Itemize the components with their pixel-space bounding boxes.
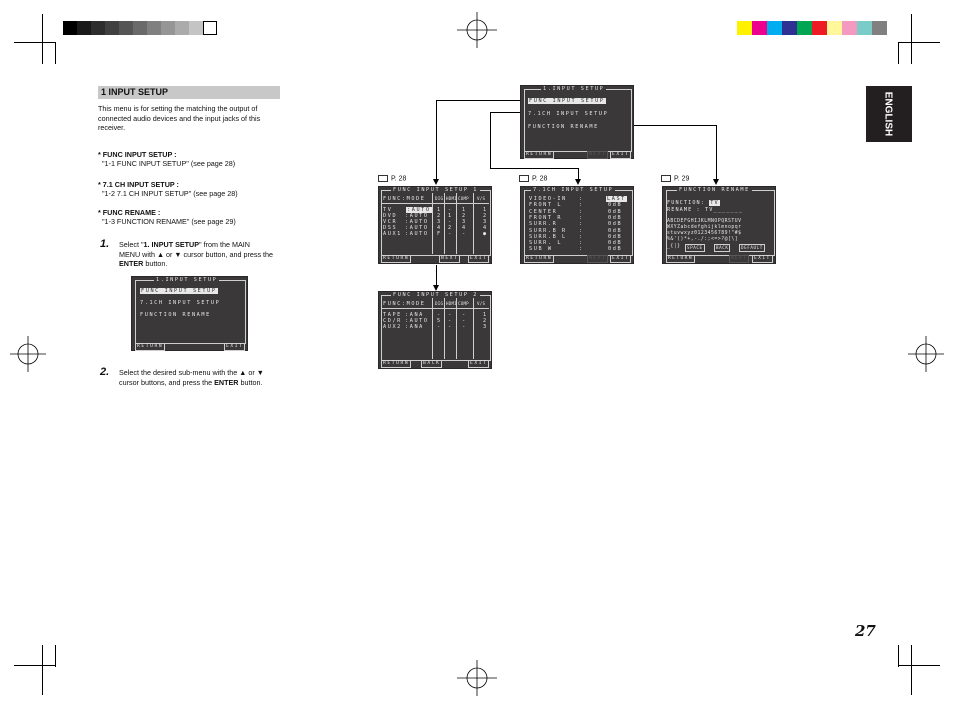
row-value[interactable]: 2 (437, 213, 442, 219)
row-value[interactable]: 3 (483, 324, 488, 330)
item-func-input-ref: "1-1 FUNC INPUT SETUP" (see page 28) (102, 159, 236, 168)
char-row-3[interactable]: stuvwxyz0123456789!"#$ (667, 231, 742, 236)
channel-value[interactable]: 0dB (608, 240, 623, 247)
item-rename-ref: "1-3 FUNCTION RENAME" (see page 29) (102, 217, 236, 226)
row-value[interactable]: 4 (437, 225, 442, 231)
channel-colon: : (579, 246, 584, 253)
row-function[interactable]: DSS (383, 225, 398, 231)
channel-label: VIDEO-IN (529, 196, 567, 202)
table-header-cell: FUNC:MODE (383, 301, 426, 307)
channel-value[interactable]: 0dB (608, 208, 623, 215)
return-button[interactable]: RETURN (526, 256, 553, 261)
exit-button[interactable]: EXIT (470, 361, 488, 366)
item-71ch-label: * 7.1 CH INPUT SETUP : (98, 180, 179, 189)
char-row-1[interactable]: ABCDEFGHIJKLMNOPQRSTUV (667, 219, 742, 224)
row-mode[interactable]: :AUTO (405, 219, 429, 225)
table-header-cell: FUNC:MODE (383, 196, 426, 202)
rename-value-field[interactable]: TV_______ (705, 207, 744, 213)
row-value[interactable]: 1 (483, 207, 488, 213)
row-value[interactable]: - (448, 312, 453, 318)
return-button[interactable]: RETURN (383, 361, 410, 366)
step-2-number: 2. (100, 366, 110, 378)
row-value[interactable]: ● (483, 231, 488, 237)
screen-title: 1.INPUT SETUP (156, 277, 218, 283)
next-button-disabled: NEXT (589, 152, 607, 157)
language-side-tab: ENGLISH (866, 86, 912, 142)
row-value[interactable]: 2 (462, 213, 467, 219)
row-value[interactable]: - (462, 231, 467, 237)
char-row-5[interactable]: _{|} (667, 244, 681, 249)
row-value[interactable]: - (462, 318, 467, 324)
table-header-cell: V/S (477, 196, 486, 201)
channel-label: SURR.R (529, 221, 558, 228)
exit-button[interactable]: EXIT (612, 256, 630, 261)
channel-label: SURR.B R (529, 227, 567, 234)
channel-colon: : (579, 196, 584, 202)
row-value[interactable]: 3 (437, 219, 442, 225)
channel-label: SUB W (529, 246, 553, 253)
channel-value[interactable]: LAST (607, 196, 626, 202)
column-divider (444, 298, 445, 359)
channel-value[interactable]: 0dB (608, 214, 623, 221)
row-value[interactable]: - (448, 318, 453, 324)
row-value[interactable]: - (448, 219, 453, 225)
row-mode[interactable]: :AUTO (405, 225, 429, 231)
row-value[interactable]: - (448, 231, 453, 237)
row-mode[interactable]: :ANA (405, 312, 424, 318)
char-row-4[interactable]: %&'()*+,-./:;<=>?@[\] (667, 237, 739, 242)
table-header-cell: V/S (477, 301, 486, 306)
row-function[interactable]: TAPE (383, 312, 402, 318)
return-button[interactable]: RETURN (668, 256, 693, 261)
func-input-table (379, 292, 493, 362)
item-func-input-label: * FUNC INPUT SETUP : (98, 150, 177, 159)
row-value[interactable]: 2 (483, 318, 488, 324)
step-1-number: 1. (100, 238, 110, 250)
channel-colon: : (579, 227, 584, 234)
row-function[interactable]: DVD (383, 213, 398, 219)
channel-colon: : (579, 233, 584, 240)
screen-title: FUNCTION RENAME (679, 187, 750, 193)
71ch-input-setup-screen (520, 186, 634, 264)
input-setup-menu-screen-small (131, 276, 248, 351)
function-rename-screen (662, 186, 776, 264)
screen-title: 1.INPUT SETUP (543, 86, 605, 92)
row-mode[interactable]: :AUTO (405, 231, 429, 237)
next-button[interactable]: NEXT (441, 256, 459, 261)
channel-label: SURR.B L (529, 233, 567, 240)
table-header-cell: COMP (458, 196, 469, 201)
row-value[interactable]: - (437, 324, 442, 330)
book-icon (378, 175, 388, 182)
row-value[interactable]: 1 (448, 213, 453, 219)
column-divider (456, 193, 457, 254)
row-value[interactable]: 2 (448, 225, 453, 231)
row-value[interactable]: - (448, 207, 453, 213)
func-input-table (379, 187, 493, 257)
row-function[interactable]: VCR (383, 219, 398, 225)
row-function[interactable]: AUX2 (383, 324, 402, 330)
row-mode[interactable]: :AUTO (405, 318, 429, 324)
column-divider (432, 298, 433, 359)
menu-item-71ch-input-setup[interactable]: 7.1CH INPUT SETUP (140, 300, 221, 306)
intro-text: This menu is for setting the matching the output of connected audio devices and the input jacks of this receiver. (98, 104, 261, 132)
row-value[interactable]: - (448, 324, 453, 330)
row-mode[interactable]: :AUTO (407, 207, 431, 213)
row-value[interactable]: F (437, 231, 442, 237)
row-value[interactable]: 1 (483, 312, 488, 318)
table-header-cell: HDMI (446, 196, 457, 201)
channel-colon: : (579, 208, 584, 215)
menu-item-func-input-setup[interactable]: FUNC INPUT SETUP (529, 98, 605, 104)
exit-button[interactable]: EXIT (612, 152, 630, 157)
column-divider (473, 193, 474, 254)
default-button[interactable]: DEFAULT (741, 245, 763, 250)
input-setup-menu-screen (520, 85, 634, 159)
screen-title: FUNC INPUT SETUP 1 (393, 187, 479, 193)
menu-item-71ch-input-setup[interactable]: 7.1CH INPUT SETUP (528, 111, 609, 117)
function-value[interactable]: TV (710, 200, 719, 206)
page-number: 27 (855, 622, 876, 640)
step-1-text: Select "1. INPUT SETUP" from the MAIN MENU with ▲ or ▼ cursor button, and press the ENTER button. (119, 240, 274, 268)
column-divider (432, 193, 433, 254)
item-71ch-ref: "1-2 7.1 CH INPUT SETUP" (see page 28) (102, 189, 238, 198)
channel-colon: : (579, 202, 584, 209)
next-button-disabled: NEXT (731, 256, 747, 261)
row-value[interactable]: - (462, 312, 467, 318)
channel-label: CENTER (529, 208, 558, 215)
book-icon (661, 175, 671, 182)
channel-value[interactable]: 0dB (608, 202, 623, 209)
back-button[interactable]: BACK (423, 361, 441, 366)
row-function[interactable]: AUX1 (383, 231, 402, 237)
row-value[interactable]: 1 (462, 207, 467, 213)
channel-value[interactable]: 0dB (608, 221, 623, 228)
item-rename-label: * FUNC RENAME : (98, 208, 161, 217)
func-input-setup-1-screen (378, 186, 492, 264)
back-button[interactable]: BACK (716, 245, 729, 250)
rename-label: RENAME : (667, 207, 701, 213)
char-row-2[interactable]: WXYZabcdefghijklmnopqr (667, 225, 742, 230)
exit-button[interactable]: EXIT (226, 344, 244, 349)
table-header-cell: DIG (435, 196, 444, 201)
channel-label: FRONT R (529, 214, 563, 221)
step-2-text: Select the desired sub-menu with the ▲ or ▼ cursor buttons, and press the ENTER button. (119, 368, 264, 387)
row-value[interactable]: 3 (462, 219, 467, 225)
return-button[interactable]: RETURN (383, 256, 410, 261)
row-function[interactable]: CD/R (383, 318, 402, 324)
return-button[interactable]: RETURN (526, 152, 553, 157)
row-mode[interactable]: :AUTO (405, 213, 429, 219)
page-ref-28-func: P. 28 (378, 175, 406, 182)
row-value[interactable]: 4 (462, 225, 467, 231)
column-divider (456, 298, 457, 359)
channel-colon: : (579, 240, 584, 247)
exit-button[interactable]: EXIT (470, 256, 488, 261)
return-button[interactable]: RETURN (137, 344, 164, 349)
row-function[interactable]: TV (383, 207, 393, 213)
screen-title: 7.1CH INPUT SETUP (533, 187, 614, 193)
exit-button[interactable]: EXIT (754, 256, 771, 261)
menu-item-func-input-setup[interactable]: FUNC INPUT SETUP (141, 288, 217, 294)
row-value[interactable]: 3 (483, 219, 488, 225)
space-button[interactable]: SPACE (687, 245, 703, 250)
row-value[interactable]: 4 (483, 225, 488, 231)
row-value[interactable]: 1 (437, 207, 442, 213)
table-header-cell: DIG (435, 301, 444, 306)
channel-label: FRONT L (529, 202, 563, 209)
page-ref-29-rename: P. 29 (661, 175, 689, 182)
menu-item-function-rename[interactable]: FUNCTION RENAME (528, 124, 599, 130)
column-divider (473, 298, 474, 359)
book-icon (519, 175, 529, 182)
channel-label: SURR. L (529, 240, 563, 247)
row-value[interactable]: - (462, 324, 467, 330)
column-divider (444, 193, 445, 254)
channel-colon: : (579, 221, 584, 228)
row-mode[interactable]: :ANA (405, 324, 424, 330)
row-value[interactable]: 5 (437, 318, 442, 324)
next-button-disabled: NEXT (589, 256, 607, 261)
page-ref-28-71ch: P. 28 (519, 175, 547, 182)
section-heading: 1 INPUT SETUP (98, 86, 280, 99)
channel-colon: : (579, 214, 584, 221)
table-header-cell: HDMI (446, 301, 457, 306)
channel-level-list (521, 187, 635, 257)
channel-value[interactable]: 0dB (608, 233, 623, 240)
screen-title: FUNC INPUT SETUP 2 (393, 292, 479, 298)
function-label: FUNCTION: (667, 200, 706, 206)
channel-value[interactable]: 0dB (608, 246, 623, 253)
table-header-cell: COMP (458, 301, 469, 306)
menu-item-function-rename[interactable]: FUNCTION RENAME (140, 312, 211, 318)
row-value[interactable]: 2 (483, 213, 488, 219)
channel-value[interactable]: 0dB (608, 227, 623, 234)
row-value[interactable]: - (437, 312, 442, 318)
func-input-setup-2-screen (378, 291, 492, 369)
